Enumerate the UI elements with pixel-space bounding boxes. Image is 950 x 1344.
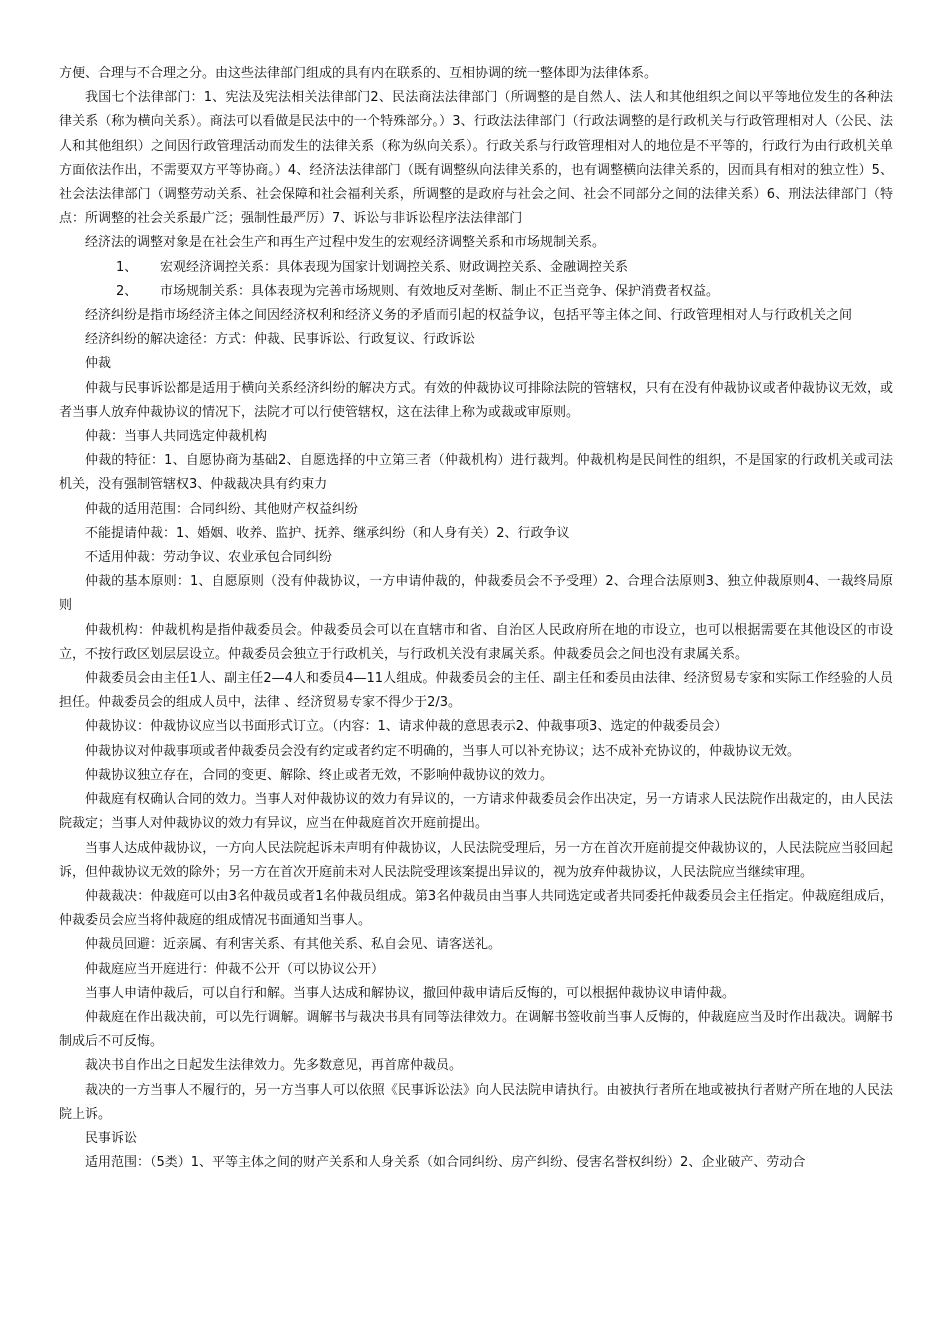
paragraph: 仲裁的基本原则：1、自愿原则（没有仲裁协议，一方申请仲裁的，仲裁委员会不予受理）2、合理合法原则3、独立仲裁原则4、一裁终局原则	[59, 574, 893, 614]
paragraph: 仲裁庭在作出裁决前，可以先行调解。调解书与裁决书具有同等法律效力。在调解书签收前当事人反悔的，仲裁庭应当及时作出裁决。调解书制成后不可反悔。	[59, 1009, 893, 1050]
section-heading: 民事诉讼	[85, 1130, 138, 1146]
document-page	[59, 62, 893, 1175]
list-item-text: 宏观经济调控关系：具体表现为国家计划调控关系、财政调控关系、金融调控关系	[160, 259, 629, 275]
paragraph: 适用范围：（5类）1、平等主体之间的财产关系和人身关系（如合同纠纷、房产纠纷、侵害名誉权纠纷）2、企业破产、劳动合	[85, 1155, 806, 1171]
paragraph: 仲裁协议独立存在，合同的变更、解除、终止或者无效，不影响仲裁协议的效力。	[85, 767, 554, 783]
paragraph: 不适用仲裁：劳动争议、农业承包合同纠纷	[85, 550, 333, 566]
section-heading: 仲裁	[85, 356, 112, 372]
paragraph: 仲裁庭应当开庭进行：仲裁不公开（可以协议公开）	[85, 961, 385, 977]
paragraph: 仲裁与民事诉讼都是适用于横向关系经济纠纷的解决方式。有效的仲裁协议可排除法院的管辖权，只有在没有仲裁协议或者仲裁协议无效，或者当事人放弃仲裁协议的情况下，法院才可以行使管辖权，这在法律上称为或裁或审原则。	[59, 380, 893, 420]
paragraph: 不能提请仲裁：1、婚姻、收养、监护、抚养、继承纠纷（和人身有关）2、行政争议	[85, 525, 570, 541]
paragraph: 仲裁的适用范围：合同纠纷、其他财产权益纠纷	[85, 501, 359, 517]
paragraph: 仲裁裁决：仲裁庭可以由3名仲裁员或者1名仲裁员组成。第3名仲裁员由当事人共同选定或者共同委托仲裁委员会主任指定。仲裁庭组成后，仲裁委员会应当将仲裁庭的组成情况书面通知当事人。	[59, 888, 893, 929]
paragraph: 裁决书自作出之日起发生法律效力。先多数意见，再首席仲裁员。	[85, 1058, 463, 1074]
paragraph: 当事人申请仲裁后，可以自行和解。当事人达成和解协议，撤回仲裁申请后反悔的，可以根据仲裁协议申请仲裁。	[85, 985, 736, 1001]
paragraph: 仲裁委员会由主任1人、副主任2—4人和委员4—11人组成。仲裁委员会的主任、副主任和委员由法律、经济贸易专家和实际工作经验的人员担任。仲裁委员会的组成人员中，法律 、经济贸易专家不得少于2/3。	[59, 671, 893, 711]
paragraph: 经济法的调整对象是在社会生产和再生产过程中发生的宏观经济调整关系和市场规制关系。	[85, 235, 606, 251]
paragraph: 经济纠纷是指市场经济主体之间因经济权利和经济义务的矛盾而引起的权益争议，包括平等主体之间、行政管理相对人与行政机关之间	[85, 308, 853, 324]
paragraph: 仲裁：当事人共同选定仲裁机构	[85, 429, 268, 445]
list-item-number: 2、	[116, 283, 138, 299]
paragraph: 仲裁员回避：近亲属、有利害关系、有其他关系、私自会见、请客送礼。	[85, 937, 502, 953]
paragraph: 我国七个法律部门：1、宪法及宪法相关法律部门2、民法商法法律部门（所调整的是自然人、法人和其他组织之间以平等地位发生的各种法律关系（称为横向关系）。商法可以看做是民法中的一个特殊部分。）3、行政法法律部门（行政法调整的是行政机关与行政管理相对人（公民、法人和其他组织）之间因行政管理活动而发生的法律关系（称为纵向关系）。行政关系与行政管理相对人的地位是不平等的，行政行为由行政机关单方面依法作出，不需要双方平等协商。）4、经济法法律部门（既有调整纵向法律关系的，也有调整横向法律关系的，因而具有相对的独立性）5、社会法法律部门（调整劳动关系、社会保障和社会福利关系，所调整的是政府与社会之间、社会不同部分之间的法律关系）6、刑法法律部门（特点：所调整的社会关系最广泛；强制性最严厉）7、诉讼与非诉讼程序法法律部门	[59, 90, 893, 227]
paragraph: 裁决的一方当事人不履行的，另一方当事人可以依照《民事诉讼法》向人民法院申请执行。由被执行者所在地或被执行者财产所在地的人民法院上诉。	[59, 1082, 893, 1122]
paragraph: 仲裁的特征：1、自愿协商为基础2、自愿选择的中立第三者（仲裁机构）进行裁判。仲裁机构是民间性的组织，不是国家的行政机关或司法机关，没有强制管辖权3、仲裁裁决具有约束力	[59, 453, 893, 493]
list-item-text: 市场规制关系：具体表现为完善市场规则、有效地反对垄断、制止不正当竞争、保护消费者权益。	[160, 283, 720, 299]
paragraph: 经济纠纷的解决途径：方式：仲裁、民事诉讼、行政复议、行政诉讼	[85, 332, 476, 348]
paragraph: 当事人达成仲裁协议，一方向人民法院起诉未声明有仲裁协议，人民法院受理后，另一方在首次开庭前提交仲裁协议的，人民法院应当驳回起诉，但仲裁协议无效的除外；另一方在首次开庭前未对人民法院受理该案提出异议的，视为放弃仲裁协议，人民法院应当继续审理。	[59, 840, 893, 880]
list-item	[59, 256, 893, 280]
paragraph: 仲裁协议对仲裁事项或者仲裁委员会没有约定或者约定不明确的，当事人可以补充协议；达不成补充协议的，仲裁协议无效。	[85, 743, 801, 759]
list-item	[59, 280, 893, 304]
paragraph: 仲裁庭有权确认合同的效力。当事人对仲裁协议的效力有异议的，一方请求仲裁委员会作出决定，另一方请求人民法院作出裁定的，由人民法院裁定；当事人对仲裁协议的效力有异议，应当在仲裁庭首次开庭前提出。	[59, 792, 893, 832]
list-item-number: 1、	[116, 259, 138, 275]
paragraph: 仲裁机构：仲裁机构是指仲裁委员会。仲裁委员会可以在直辖市和省、自治区人民政府所在地的市设立，也可以根据需要在其他设区的市设立，不按行政区划层层设立。仲裁委员会独立于行政机关，与行政机关没有隶属关系。仲裁委员会之间也没有隶属关系。	[59, 622, 893, 662]
paragraph: 方便、合理与不合理之分。由这些法律部门组成的具有内在联系的、互相协调的统一整体即为法律体系。	[59, 66, 658, 81]
paragraph: 仲裁协议：仲裁协议应当以书面形式订立。（内容：1、请求仲裁的意思表示2、仲裁事项3、选定的仲裁委员会）	[85, 719, 728, 735]
